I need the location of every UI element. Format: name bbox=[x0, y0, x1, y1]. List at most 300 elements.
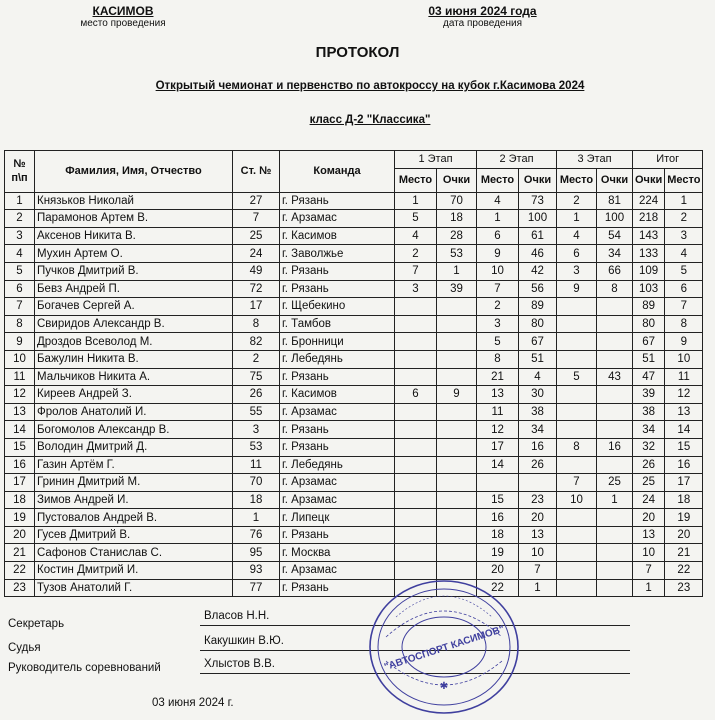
row-number: 3 bbox=[5, 227, 35, 245]
total-place: 12 bbox=[665, 386, 703, 404]
stage3-points bbox=[597, 509, 633, 527]
table-row bbox=[5, 474, 703, 492]
col-startno-header: Ст. № bbox=[233, 151, 280, 193]
stage3-place bbox=[557, 562, 597, 580]
stage3-place-header: Место bbox=[557, 168, 597, 192]
total-place: 20 bbox=[665, 526, 703, 544]
col-team-header: Команда bbox=[280, 151, 395, 193]
stage2-place: 1 bbox=[477, 210, 519, 228]
total-points: 13 bbox=[633, 526, 665, 544]
start-number: 82 bbox=[233, 333, 280, 351]
stage2-place bbox=[477, 474, 519, 492]
class-line: класс Д-2 "Классика" bbox=[309, 114, 431, 126]
stage1-points-header: Очки bbox=[437, 168, 477, 192]
stage1-place bbox=[395, 368, 437, 386]
total-place: 13 bbox=[665, 403, 703, 421]
stage2-place: 5 bbox=[477, 333, 519, 351]
table-row bbox=[5, 421, 703, 439]
stage1-place bbox=[395, 544, 437, 562]
row-number: 5 bbox=[5, 262, 35, 280]
start-number: 27 bbox=[233, 192, 280, 210]
stage3-points bbox=[597, 315, 633, 333]
start-number: 70 bbox=[233, 474, 280, 492]
row-number: 18 bbox=[5, 491, 35, 509]
table-row bbox=[5, 509, 703, 527]
stage3-points bbox=[597, 421, 633, 439]
team: г. Лебедянь bbox=[280, 350, 395, 368]
stage3-place: 4 bbox=[557, 227, 597, 245]
start-number: 25 bbox=[233, 227, 280, 245]
stage1-place bbox=[395, 491, 437, 509]
team: г. Арзамас bbox=[280, 491, 395, 509]
team: г. Арзамас bbox=[280, 562, 395, 580]
total-place-header: Место bbox=[665, 168, 703, 192]
total-place: 19 bbox=[665, 509, 703, 527]
total-points: 7 bbox=[633, 562, 665, 580]
table-row bbox=[5, 544, 703, 562]
start-number: 24 bbox=[233, 245, 280, 263]
stage1-points bbox=[437, 403, 477, 421]
stage2-points: 23 bbox=[519, 491, 557, 509]
date-caption: дата проведения bbox=[443, 18, 522, 29]
stage3-points: 100 bbox=[597, 210, 633, 228]
stamp-text: "АВТОСПОРТ КАСИМОВ" bbox=[383, 623, 506, 674]
event-subtitle: Открытый чемионат и первенство по автокроссу на кубок г.Касимова 2024 bbox=[155, 80, 585, 92]
stage2-place: 15 bbox=[477, 491, 519, 509]
stage1-place: 4 bbox=[395, 227, 437, 245]
stage2-place: 21 bbox=[477, 368, 519, 386]
stage2-points: 30 bbox=[519, 386, 557, 404]
stage3-place: 6 bbox=[557, 245, 597, 263]
total-points: 224 bbox=[633, 192, 665, 210]
stage1-place bbox=[395, 333, 437, 351]
stage1-header: 1 Этап bbox=[395, 151, 477, 169]
stage2-place: 2 bbox=[477, 298, 519, 316]
row-number: 6 bbox=[5, 280, 35, 298]
table-row bbox=[5, 227, 703, 245]
start-number: 1 bbox=[233, 509, 280, 527]
start-number: 76 bbox=[233, 526, 280, 544]
table-row bbox=[5, 210, 703, 228]
stage2-points: 38 bbox=[519, 403, 557, 421]
stage2-points-header: Очки bbox=[519, 168, 557, 192]
team: г. Касимов bbox=[280, 227, 395, 245]
stage3-place bbox=[557, 386, 597, 404]
stage2-points: 7 bbox=[519, 562, 557, 580]
stage1-place bbox=[395, 315, 437, 333]
start-number: 8 bbox=[233, 315, 280, 333]
stage2-points: 42 bbox=[519, 262, 557, 280]
start-number: 3 bbox=[233, 421, 280, 439]
table-row bbox=[5, 262, 703, 280]
stage2-place: 13 bbox=[477, 386, 519, 404]
total-points: 25 bbox=[633, 474, 665, 492]
table-row bbox=[5, 280, 703, 298]
stage2-points: 26 bbox=[519, 456, 557, 474]
total-place: 21 bbox=[665, 544, 703, 562]
stage3-points-header: Очки bbox=[597, 168, 633, 192]
stage3-points: 43 bbox=[597, 368, 633, 386]
stage1-points bbox=[437, 474, 477, 492]
team: г. Рязань bbox=[280, 526, 395, 544]
driver-name: Сафонов Станислав С. bbox=[35, 544, 233, 562]
row-number: 1 bbox=[5, 192, 35, 210]
stage3-place bbox=[557, 315, 597, 333]
stage1-place: 5 bbox=[395, 210, 437, 228]
total-place: 7 bbox=[665, 298, 703, 316]
total-header: Итог bbox=[633, 151, 703, 169]
table-row bbox=[5, 315, 703, 333]
stage1-place bbox=[395, 421, 437, 439]
stage2-place: 20 bbox=[477, 562, 519, 580]
event-date: 03 июня 2024 года bbox=[428, 4, 537, 18]
total-points: 10 bbox=[633, 544, 665, 562]
total-place: 23 bbox=[665, 579, 703, 597]
stage3-points: 25 bbox=[597, 474, 633, 492]
date-block bbox=[400, 4, 565, 29]
stage2-place: 22 bbox=[477, 579, 519, 597]
total-place: 22 bbox=[665, 562, 703, 580]
start-number: 17 bbox=[233, 298, 280, 316]
row-number: 23 bbox=[5, 579, 35, 597]
stage2-points: 1 bbox=[519, 579, 557, 597]
stage2-points: 67 bbox=[519, 333, 557, 351]
stage1-points bbox=[437, 544, 477, 562]
row-number: 16 bbox=[5, 456, 35, 474]
total-place: 16 bbox=[665, 456, 703, 474]
total-points: 38 bbox=[633, 403, 665, 421]
driver-name: Тузов Анатолий Г. bbox=[35, 579, 233, 597]
team: г. Арзамас bbox=[280, 403, 395, 421]
driver-name: Богомолов Александр В. bbox=[35, 421, 233, 439]
table-row bbox=[5, 245, 703, 263]
stage2-points: 16 bbox=[519, 438, 557, 456]
start-number: 7 bbox=[233, 210, 280, 228]
start-number: 11 bbox=[233, 456, 280, 474]
stage2-place: 9 bbox=[477, 245, 519, 263]
team: г. Арзамас bbox=[280, 474, 395, 492]
total-points: 218 bbox=[633, 210, 665, 228]
stage3-points bbox=[597, 579, 633, 597]
stage2-place: 4 bbox=[477, 192, 519, 210]
col-num-header: № п\п bbox=[5, 151, 35, 193]
stage1-points bbox=[437, 526, 477, 544]
stage3-place: 9 bbox=[557, 280, 597, 298]
stage1-place bbox=[395, 298, 437, 316]
stage3-place bbox=[557, 526, 597, 544]
stage2-points bbox=[519, 474, 557, 492]
row-number: 11 bbox=[5, 368, 35, 386]
stage1-place bbox=[395, 509, 437, 527]
stage3-place: 5 bbox=[557, 368, 597, 386]
total-points: 51 bbox=[633, 350, 665, 368]
stage3-points bbox=[597, 456, 633, 474]
total-place: 1 bbox=[665, 192, 703, 210]
start-number: 26 bbox=[233, 386, 280, 404]
total-points: 39 bbox=[633, 386, 665, 404]
team: г. Рязань bbox=[280, 262, 395, 280]
stage2-points: 89 bbox=[519, 298, 557, 316]
stage3-place: 3 bbox=[557, 262, 597, 280]
stage1-place bbox=[395, 438, 437, 456]
stage3-place: 2 bbox=[557, 192, 597, 210]
row-number: 20 bbox=[5, 526, 35, 544]
total-place: 11 bbox=[665, 368, 703, 386]
stage2-points: 51 bbox=[519, 350, 557, 368]
secretary-label: Секретарь bbox=[8, 618, 65, 630]
stage3-place bbox=[557, 298, 597, 316]
stage2-place: 11 bbox=[477, 403, 519, 421]
driver-name: Богачев Сергей А. bbox=[35, 298, 233, 316]
stage2-place: 19 bbox=[477, 544, 519, 562]
stage3-place bbox=[557, 403, 597, 421]
stage1-points bbox=[437, 315, 477, 333]
total-place: 10 bbox=[665, 350, 703, 368]
table-row bbox=[5, 526, 703, 544]
row-number: 14 bbox=[5, 421, 35, 439]
place-block bbox=[58, 4, 188, 29]
team: г. Заволжье bbox=[280, 245, 395, 263]
total-points: 1 bbox=[633, 579, 665, 597]
protocol-date: 03 июня 2024 г. bbox=[152, 697, 234, 709]
team: г. Рязань bbox=[280, 579, 395, 597]
total-place: 6 bbox=[665, 280, 703, 298]
stage3-header: 3 Этап bbox=[557, 151, 633, 169]
driver-name: Князьков Николай bbox=[35, 192, 233, 210]
total-points: 34 bbox=[633, 421, 665, 439]
table-row bbox=[5, 298, 703, 316]
stage3-place: 1 bbox=[557, 210, 597, 228]
team: г. Рязань bbox=[280, 421, 395, 439]
row-number: 2 bbox=[5, 210, 35, 228]
stage2-place: 17 bbox=[477, 438, 519, 456]
table-row bbox=[5, 386, 703, 404]
col-name-header: Фамилия, Имя, Отчество bbox=[35, 151, 233, 193]
stage3-place: 7 bbox=[557, 474, 597, 492]
results-body bbox=[5, 192, 703, 597]
table-row bbox=[5, 438, 703, 456]
stage1-points bbox=[437, 350, 477, 368]
stage2-points: 10 bbox=[519, 544, 557, 562]
director-name: Хлыстов В.В. bbox=[204, 658, 275, 670]
stage3-points bbox=[597, 350, 633, 368]
row-number: 19 bbox=[5, 509, 35, 527]
stage2-points: 100 bbox=[519, 210, 557, 228]
start-number: 2 bbox=[233, 350, 280, 368]
driver-name: Дроздов Всеволод М. bbox=[35, 333, 233, 351]
organization-stamp bbox=[366, 577, 522, 717]
stage2-place: 10 bbox=[477, 262, 519, 280]
driver-name: Бажулин Никита В. bbox=[35, 350, 233, 368]
stage1-points bbox=[437, 298, 477, 316]
start-number: 95 bbox=[233, 544, 280, 562]
row-number: 12 bbox=[5, 386, 35, 404]
stage3-points bbox=[597, 298, 633, 316]
judge-name: Какушкин В.Ю. bbox=[204, 635, 284, 647]
stage3-place bbox=[557, 579, 597, 597]
table-row bbox=[5, 368, 703, 386]
total-points: 143 bbox=[633, 227, 665, 245]
stage2-points: 56 bbox=[519, 280, 557, 298]
stage2-place: 12 bbox=[477, 421, 519, 439]
stage1-place bbox=[395, 403, 437, 421]
row-number: 17 bbox=[5, 474, 35, 492]
total-place: 8 bbox=[665, 315, 703, 333]
stage3-place: 10 bbox=[557, 491, 597, 509]
total-points: 103 bbox=[633, 280, 665, 298]
driver-name: Костин Дмитрий И. bbox=[35, 562, 233, 580]
total-place: 4 bbox=[665, 245, 703, 263]
stage2-place: 8 bbox=[477, 350, 519, 368]
start-number: 53 bbox=[233, 438, 280, 456]
stage3-place bbox=[557, 333, 597, 351]
stage1-points bbox=[437, 368, 477, 386]
stage1-points: 1 bbox=[437, 262, 477, 280]
total-points: 20 bbox=[633, 509, 665, 527]
total-place: 3 bbox=[665, 227, 703, 245]
driver-name: Мухин Артем О. bbox=[35, 245, 233, 263]
team: г. Касимов bbox=[280, 386, 395, 404]
stage2-points: 61 bbox=[519, 227, 557, 245]
team: г. Рязань bbox=[280, 438, 395, 456]
stage3-place bbox=[557, 421, 597, 439]
driver-name: Пучков Дмитрий В. bbox=[35, 262, 233, 280]
stage3-points bbox=[597, 526, 633, 544]
driver-name: Киреев Андрей З. bbox=[35, 386, 233, 404]
total-points: 67 bbox=[633, 333, 665, 351]
driver-name: Володин Дмитрий Д. bbox=[35, 438, 233, 456]
total-points: 133 bbox=[633, 245, 665, 263]
total-place: 2 bbox=[665, 210, 703, 228]
start-number: 75 bbox=[233, 368, 280, 386]
stage1-place: 2 bbox=[395, 245, 437, 263]
total-place: 5 bbox=[665, 262, 703, 280]
start-number: 77 bbox=[233, 579, 280, 597]
total-place: 18 bbox=[665, 491, 703, 509]
stage2-place: 6 bbox=[477, 227, 519, 245]
total-points: 26 bbox=[633, 456, 665, 474]
driver-name: Аксенов Никита В. bbox=[35, 227, 233, 245]
place: КАСИМОВ bbox=[92, 4, 154, 18]
stage3-place bbox=[557, 509, 597, 527]
stage1-place-header: Место bbox=[395, 168, 437, 192]
stage3-place bbox=[557, 544, 597, 562]
total-place: 17 bbox=[665, 474, 703, 492]
team: г. Арзамас bbox=[280, 210, 395, 228]
stage1-place bbox=[395, 456, 437, 474]
start-number: 18 bbox=[233, 491, 280, 509]
driver-name: Бевз Андрей П. bbox=[35, 280, 233, 298]
driver-name: Гринин Дмитрий М. bbox=[35, 474, 233, 492]
team: г. Лебедянь bbox=[280, 456, 395, 474]
row-number: 13 bbox=[5, 403, 35, 421]
table-row bbox=[5, 579, 703, 597]
driver-name: Газин Артём Г. bbox=[35, 456, 233, 474]
stage2-place: 3 bbox=[477, 315, 519, 333]
driver-name: Мальчиков Никита А. bbox=[35, 368, 233, 386]
row-number: 7 bbox=[5, 298, 35, 316]
stage1-place: 1 bbox=[395, 192, 437, 210]
total-place: 9 bbox=[665, 333, 703, 351]
total-points: 89 bbox=[633, 298, 665, 316]
team: г. Тамбов bbox=[280, 315, 395, 333]
table-row bbox=[5, 491, 703, 509]
stage1-points: 9 bbox=[437, 386, 477, 404]
stage1-points bbox=[437, 456, 477, 474]
start-number: 72 bbox=[233, 280, 280, 298]
stage2-points: 13 bbox=[519, 526, 557, 544]
stage1-points bbox=[437, 421, 477, 439]
team: г. Рязань bbox=[280, 280, 395, 298]
stage3-points bbox=[597, 333, 633, 351]
stage2-points: 20 bbox=[519, 509, 557, 527]
place-caption: место проведения bbox=[80, 18, 166, 29]
driver-name: Фролов Анатолий И. bbox=[35, 403, 233, 421]
stage3-points bbox=[597, 403, 633, 421]
team: г. Рязань bbox=[280, 192, 395, 210]
stage2-place: 16 bbox=[477, 509, 519, 527]
stage2-points: 34 bbox=[519, 421, 557, 439]
stage1-points bbox=[437, 438, 477, 456]
stage1-points bbox=[437, 333, 477, 351]
stage3-points: 54 bbox=[597, 227, 633, 245]
stage1-points: 70 bbox=[437, 192, 477, 210]
row-number: 4 bbox=[5, 245, 35, 263]
judge-label: Судья bbox=[8, 642, 41, 654]
stage1-place: 6 bbox=[395, 386, 437, 404]
stage1-points bbox=[437, 491, 477, 509]
results-table bbox=[4, 150, 703, 597]
stage3-points bbox=[597, 544, 633, 562]
svg-text:✱: ✱ bbox=[439, 681, 449, 692]
stage1-points bbox=[437, 509, 477, 527]
stage2-points: 80 bbox=[519, 315, 557, 333]
driver-name: Зимов Андрей И. bbox=[35, 491, 233, 509]
driver-name: Парамонов Артем В. bbox=[35, 210, 233, 228]
stage1-points: 39 bbox=[437, 280, 477, 298]
stage1-place bbox=[395, 526, 437, 544]
row-number: 8 bbox=[5, 315, 35, 333]
total-place: 15 bbox=[665, 438, 703, 456]
stage3-place: 8 bbox=[557, 438, 597, 456]
stage3-points: 34 bbox=[597, 245, 633, 263]
stage2-header: 2 Этап bbox=[477, 151, 557, 169]
stage1-place: 7 bbox=[395, 262, 437, 280]
total-points-header: Очки bbox=[633, 168, 665, 192]
driver-name: Гусев Дмитрий В. bbox=[35, 526, 233, 544]
stage1-place: 3 bbox=[395, 280, 437, 298]
table-row bbox=[5, 562, 703, 580]
stage2-points: 73 bbox=[519, 192, 557, 210]
total-points: 109 bbox=[633, 262, 665, 280]
stage3-points: 81 bbox=[597, 192, 633, 210]
row-number: 21 bbox=[5, 544, 35, 562]
stage3-place bbox=[557, 456, 597, 474]
start-number: 55 bbox=[233, 403, 280, 421]
table-row bbox=[5, 192, 703, 210]
start-number: 93 bbox=[233, 562, 280, 580]
stage3-points: 66 bbox=[597, 262, 633, 280]
stage3-points: 16 bbox=[597, 438, 633, 456]
stage3-points bbox=[597, 562, 633, 580]
stage3-points: 1 bbox=[597, 491, 633, 509]
stage1-points: 28 bbox=[437, 227, 477, 245]
stage2-place: 7 bbox=[477, 280, 519, 298]
total-points: 47 bbox=[633, 368, 665, 386]
table-row bbox=[5, 403, 703, 421]
stage1-place bbox=[395, 474, 437, 492]
row-number: 10 bbox=[5, 350, 35, 368]
